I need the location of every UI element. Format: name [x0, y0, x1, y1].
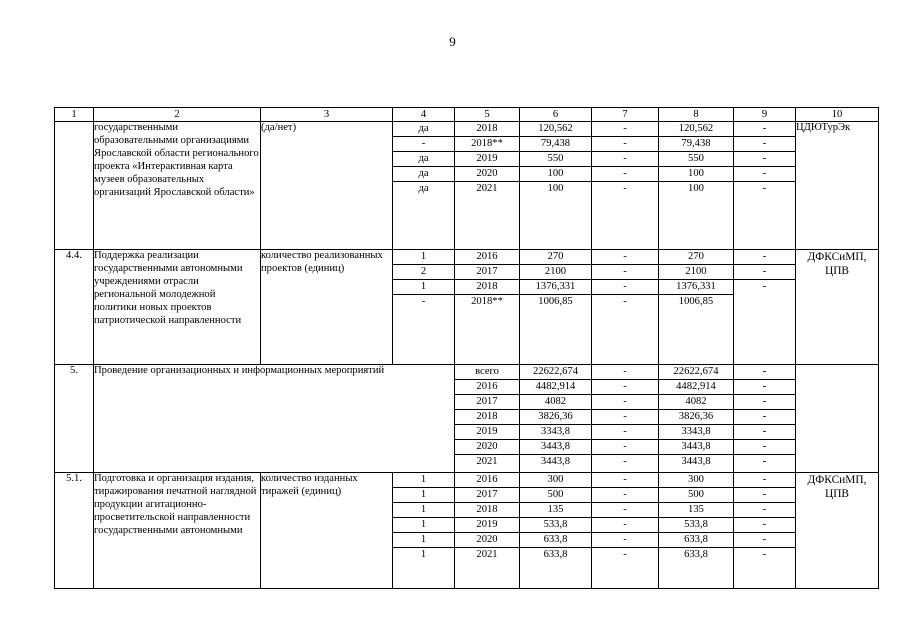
cell: 533,8: [520, 518, 591, 533]
cell: 1: [393, 488, 454, 503]
table-row: [55, 365, 879, 473]
cell: 2016: [455, 380, 519, 395]
table-row: [55, 473, 879, 589]
cell: -: [734, 167, 795, 182]
year-cells: [455, 365, 519, 469]
cell: 3343,8: [520, 425, 591, 440]
cell: -: [393, 137, 454, 152]
cell: -: [734, 410, 795, 425]
cell: 3443,8: [540, 456, 571, 467]
cell: 1376,331: [520, 280, 591, 295]
cell: -: [762, 183, 767, 194]
cell: -: [734, 440, 795, 455]
cell: -: [734, 488, 795, 503]
cell: 4482,914: [659, 380, 733, 395]
header-cell: 6: [520, 108, 592, 122]
activity-name: государственными образовательными организациями Ярославской области регионального проекта «Интерактивная карта музеев образовательных организаций Ярославской области»: [94, 122, 261, 250]
cell: 3343,8: [659, 425, 733, 440]
cell: -: [592, 365, 658, 380]
cell: 2018**: [455, 137, 519, 152]
cell: 2020: [455, 167, 519, 182]
col9-cells: [734, 473, 795, 562]
cell: 79,438: [659, 137, 733, 152]
header-cell: 7: [592, 108, 659, 122]
cell: 22622,674: [520, 365, 591, 380]
header-cell: 3: [261, 108, 393, 122]
col8-cells: [659, 250, 733, 309]
page-number: 9: [449, 34, 456, 49]
cell: -: [592, 167, 658, 182]
cell: -: [592, 395, 658, 410]
cell: -: [592, 440, 658, 455]
header-cell: 8: [659, 108, 734, 122]
cell: -: [734, 533, 795, 548]
table-row: [55, 250, 879, 365]
cell: -: [592, 503, 658, 518]
cell: 100: [520, 167, 591, 182]
cell: 2021: [476, 549, 498, 560]
col9-cells: [734, 250, 795, 294]
executor-empty: [796, 365, 879, 473]
activity-name: Подготовка и организация издания, тиражирования печатной наглядной продукции агитационно-просветительской направленности государственными автономными: [94, 473, 261, 589]
header-row: [55, 108, 879, 122]
cell: 2018**: [471, 296, 503, 307]
cell: 633,8: [520, 533, 591, 548]
row-number: 4.4.: [55, 250, 94, 365]
cell: -: [734, 152, 795, 167]
cell: 550: [520, 152, 591, 167]
col9-cells: [734, 122, 795, 196]
cell: -: [623, 183, 627, 194]
header-cell: 5: [455, 108, 520, 122]
cell: -: [623, 456, 627, 467]
col9-cells: [734, 365, 795, 469]
table-row: [55, 122, 879, 250]
cell: 2018: [455, 280, 519, 295]
cell: -: [762, 456, 767, 467]
cell: -: [592, 122, 658, 137]
program-table: [54, 107, 879, 589]
cell: 270: [659, 250, 733, 265]
header-cell: 10: [796, 108, 879, 122]
cell: -: [592, 250, 658, 265]
cell: да: [418, 183, 429, 194]
cell: 1: [393, 250, 454, 265]
cell: -: [592, 518, 658, 533]
row-number: 5.: [55, 365, 94, 473]
cell: -: [592, 152, 658, 167]
col6-cells: [520, 473, 591, 562]
cell: -: [762, 281, 767, 292]
cell: 4482,914: [520, 380, 591, 395]
cell: 1: [420, 549, 427, 560]
cell: -: [734, 503, 795, 518]
cell: 3826,36: [659, 410, 733, 425]
cell: 500: [520, 488, 591, 503]
cell: -: [734, 395, 795, 410]
cell: 1: [393, 280, 454, 295]
cell: -: [592, 410, 658, 425]
cell: 2017: [455, 265, 519, 280]
row-number: [55, 122, 94, 250]
cell: 1006,85: [538, 296, 573, 307]
cell: 500: [659, 488, 733, 503]
cell: 2018: [455, 410, 519, 425]
col8-cells: [659, 365, 733, 469]
cell: -: [592, 265, 658, 280]
cell: 633,8: [684, 549, 708, 560]
cell: -: [734, 425, 795, 440]
cell: 300: [659, 473, 733, 488]
cell: 2018: [455, 503, 519, 518]
header-cell: 4: [393, 108, 455, 122]
col7-cells: [592, 122, 658, 196]
cell: 120,562: [659, 122, 733, 137]
cell: -: [592, 488, 658, 503]
cell: -: [734, 265, 795, 280]
cell: да: [393, 152, 454, 167]
cell: -: [421, 296, 426, 307]
col6-cells: [520, 250, 591, 309]
cell: -: [592, 280, 658, 295]
cell: -: [734, 380, 795, 395]
cell: 100: [688, 183, 704, 194]
cell: 2016: [455, 250, 519, 265]
cell: -: [734, 365, 795, 380]
year-cells: [455, 250, 519, 309]
cell: -: [762, 549, 767, 560]
cell: -: [592, 473, 658, 488]
cell: 2: [393, 265, 454, 280]
cell: 1376,331: [659, 280, 733, 295]
cell: -: [734, 122, 795, 137]
cell: -: [734, 250, 795, 265]
cell: 1: [393, 503, 454, 518]
col4-cells: [393, 473, 454, 562]
cell: 3443,8: [520, 440, 591, 455]
cell: 633,8: [659, 533, 733, 548]
col4-cells: [393, 122, 454, 196]
cell: -: [734, 518, 795, 533]
cell: 550: [659, 152, 733, 167]
cell: 1: [393, 518, 454, 533]
cell: 1: [393, 533, 454, 548]
row-number: 5.1.: [55, 473, 94, 589]
cell: -: [592, 533, 658, 548]
cell: 3443,8: [681, 456, 711, 467]
cell: 120,562: [520, 122, 591, 137]
cell: 2100: [659, 265, 733, 280]
executor: ЦДЮТурЭк: [796, 122, 879, 250]
indicator-text: количество реализованных проектов (единиц): [261, 250, 393, 365]
col8-cells: [659, 473, 733, 562]
cell: 135: [520, 503, 591, 518]
cell: -: [623, 296, 627, 307]
cell: 2019: [455, 152, 519, 167]
cell: 3443,8: [659, 440, 733, 455]
cell: 2018: [455, 122, 519, 137]
cell: 2020: [455, 533, 519, 548]
cell: 4082: [659, 395, 733, 410]
executor: ДФКСиМП, ЦПВ: [796, 250, 879, 365]
cell: 2016: [455, 473, 519, 488]
cell: 4082: [520, 395, 591, 410]
cell: 533,8: [659, 518, 733, 533]
cell: -: [734, 473, 795, 488]
cell: 2017: [455, 395, 519, 410]
col6-cells: [520, 122, 591, 196]
cell: 300: [520, 473, 591, 488]
col7-cells: [592, 473, 658, 562]
col8-cells: [659, 122, 733, 196]
cell: да: [393, 122, 454, 137]
cell: -: [592, 137, 658, 152]
cell: -: [592, 380, 658, 395]
cell: 1006,85: [678, 296, 714, 307]
cell: 2019: [455, 425, 519, 440]
header-cell: 9: [734, 108, 796, 122]
cell: 1: [393, 473, 454, 488]
cell: -: [592, 425, 658, 440]
cell: 2021: [476, 183, 498, 194]
year-cells: [455, 473, 519, 562]
executor: ДФКСиМП, ЦПВ: [796, 473, 879, 589]
col4-cells: [393, 250, 454, 309]
cell: 3826,36: [520, 410, 591, 425]
cell: 2021: [476, 456, 498, 467]
cell: -: [734, 137, 795, 152]
cell: 100: [659, 167, 733, 182]
cell: 79,438: [520, 137, 591, 152]
cell: 135: [659, 503, 733, 518]
cell: 2100: [520, 265, 591, 280]
col6-cells: [520, 365, 591, 469]
col7-cells: [592, 365, 658, 469]
cell: 2019: [455, 518, 519, 533]
cell: 22622,674: [659, 365, 733, 380]
cell: -: [623, 549, 627, 560]
cell: 2017: [455, 488, 519, 503]
activity-name: Поддержка реализации государственными автономными учреждениями отрасли региональной молодежной политики новых проектов патриотической направленности: [94, 250, 261, 365]
activity-name: Проведение организационных и информационных мероприятий: [94, 365, 455, 473]
cell: 2020: [455, 440, 519, 455]
cell: всего: [455, 365, 519, 380]
indicator-text: (да/нет): [261, 122, 393, 250]
cell: 270: [520, 250, 591, 265]
cell: 100: [547, 183, 564, 194]
indicator-text: количество изданных тиражей (единиц): [261, 473, 393, 589]
header-cell: 2: [94, 108, 261, 122]
header-cell: 1: [55, 108, 94, 122]
cell: 633,8: [543, 549, 568, 560]
col7-cells: [592, 250, 658, 309]
cell: да: [393, 167, 454, 182]
year-cells: [455, 122, 519, 196]
